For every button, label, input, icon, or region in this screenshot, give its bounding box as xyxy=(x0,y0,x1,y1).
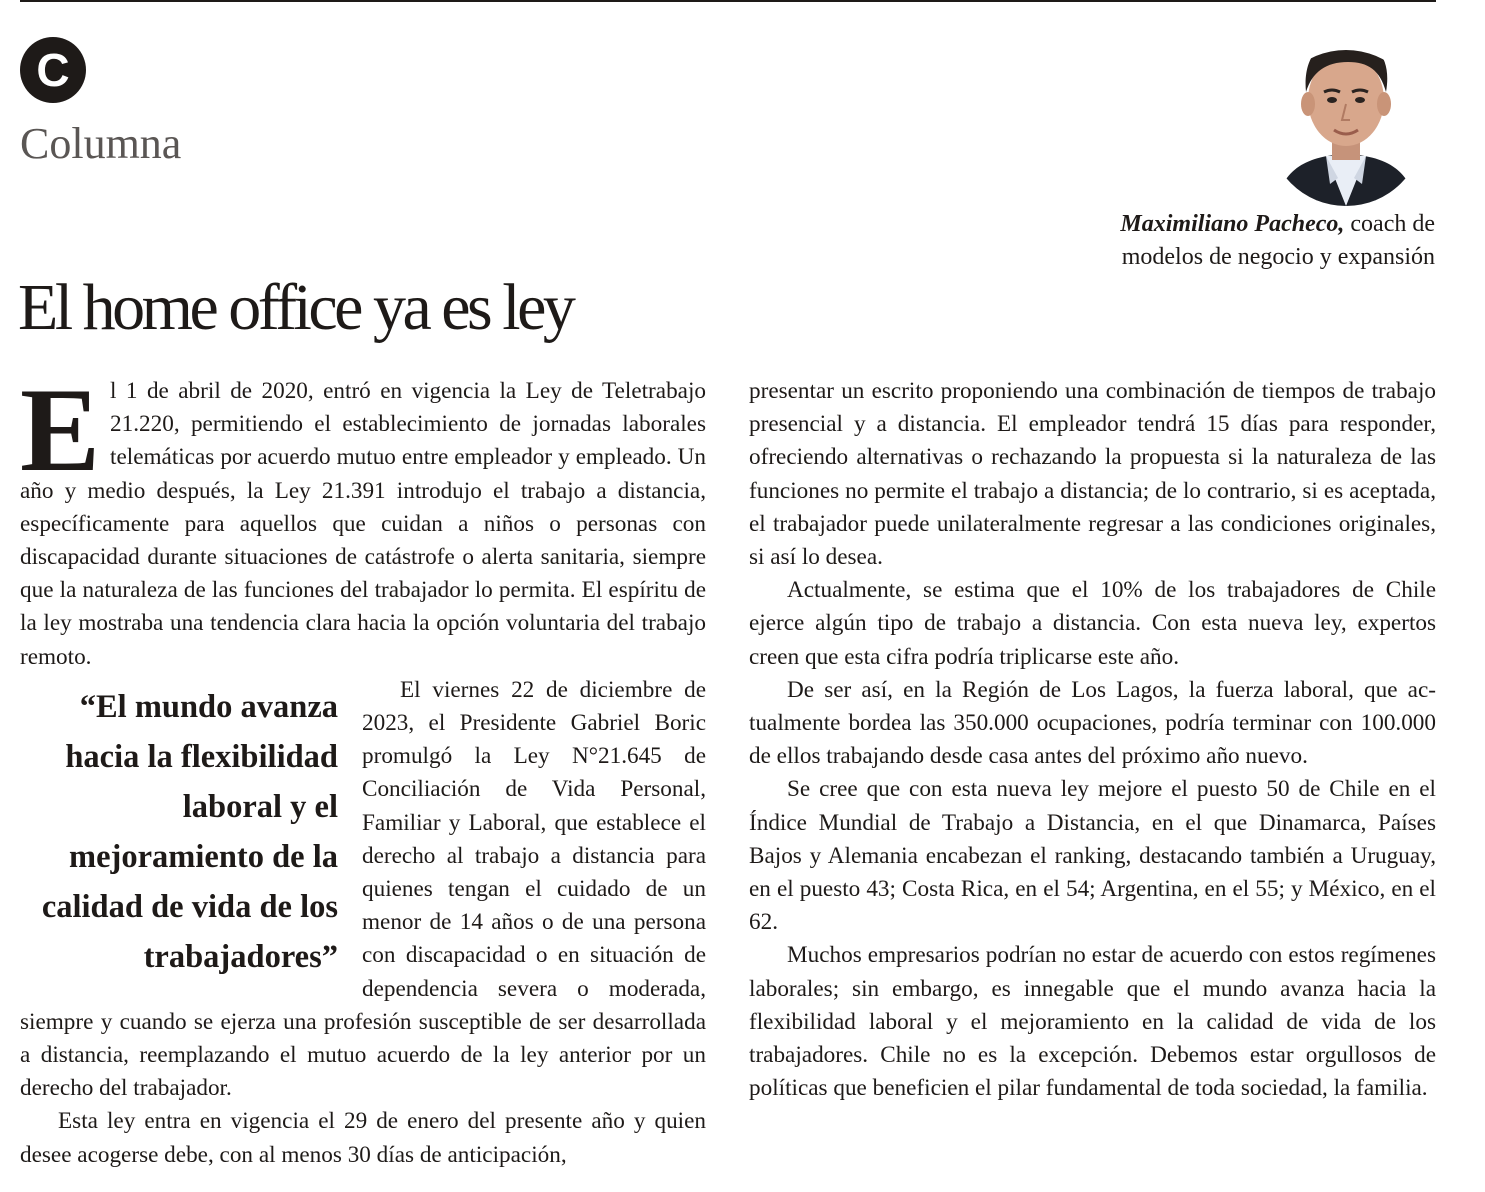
paragraph: El viernes 22 de diciembre de 2023, el Presidente Gabriel Boric promulgó la Ley N°21.645 de Conciliación de Vida Personal, Familiar y Laboral, que establece el derecho al trabajo a distancia para quienes tengan el cuidado de un menor de 14 años o de una persona con discapacidad o en situación de dependencia severa o moderada, siempre y cuando se ejerza una profesión susceptible de ser desarrollada a distancia, reemplazando el mutuo acuerdo de la ley anterior por un derecho del trabajador. xyxy=(20,676,706,1102)
paragraph: Actualmente, se estima que el 10% de los trabajadores de Chile ejerce algún tipo de trabajo a distancia. Con esta nueva ley, expertos creen que esta cifra podría triplicarse este año. xyxy=(749,577,1436,670)
pull-quote: “El mundo avanza hacia la flexibilidad laboral y el mejoramiento de la calidad de vida de los trabajadores” xyxy=(41,688,338,975)
article-column-right xyxy=(749,375,1436,1105)
top-rule xyxy=(20,0,1436,2)
paragraph: Se cree que con esta nueva ley mejore el puesto 50 de Chile en el Índice Mundial de Trabajo a Distancia, en el que Dinamarca, Países Bajos y Alemania encabezan el ranking, destacando también a Uruguay, en el puesto 43; Costa Rica, en el 54; Argentina, en el 55; y México, en el 62. xyxy=(749,776,1436,936)
paragraph: Esta ley entra en vigencia el 29 de enero del presente año y quien desee acogerse debe, con al menos 30 días de anticipación, xyxy=(20,1108,706,1168)
author-photo xyxy=(1268,28,1424,206)
author-role-line2: modelos de negocio y expansión xyxy=(1121,244,1435,270)
paragraph: l 1 de abril de 2020, entró en vigencia la Ley de Teletrabajo 21.220, permitiendo el establecimiento de jornadas laborales telemáticas por acuerdo mutuo entre empleador y empleado. Un año y medio después, la Ley 21.391 introdujo el trabajo a distancia, específicamente para aquellos que cuidan a niños o personas con discapacidad durante situaciones de catástrofe o alerta sanitaria, siempre que la naturaleza de las funciones del trabajador lo permita. El espíritu de la ley mostraba una tendencia clara hacia la opción voluntaria del trabajo remoto. xyxy=(20,378,706,670)
section-label: Columna xyxy=(20,119,182,168)
paragraph: De ser así, en la Región de Los Lagos, la fuerza laboral, que actualmente bordea las 350.000 ocupaciones, podría terminar con 100.000 de ellos trabajando desde casa antes del próximo año nuevo. xyxy=(749,676,1436,770)
author-byline xyxy=(1015,208,1435,274)
article-column-left xyxy=(20,363,706,1172)
paragraph: Muchos empresarios podrían no estar de acuerdo con estos regímenes laborales; sin embargo, es innegable que el mundo avanza hacia la flexibilidad laboral y el mejoramiento en la calidad de vida de los trabajadores. Chile no es la excepción. Debemos estar orgullosos de políticas que beneficien el pilar fundamental de toda sociedad, la familia. xyxy=(749,942,1436,1102)
drop-cap: E xyxy=(20,363,101,496)
section-badge: C xyxy=(20,37,86,103)
author-role-line1: coach de xyxy=(1344,211,1435,237)
headline: El home office ya es ley xyxy=(18,271,573,344)
paragraph: presentar un escrito proponiendo una combinación de tiempos de trabajo presencial y a distancia. El empleador tendrá 15 días para responder, ofreciendo alternativas o rechazando la propuesta si la naturaleza de las funciones no permite el trabajo a distancia; de lo contrario, si es aceptada, el trabajador puede unilateralmente regresar a las condiciones originales, si así lo desea. xyxy=(749,378,1436,571)
author-name: Maximiliano Pacheco, xyxy=(1120,211,1345,237)
